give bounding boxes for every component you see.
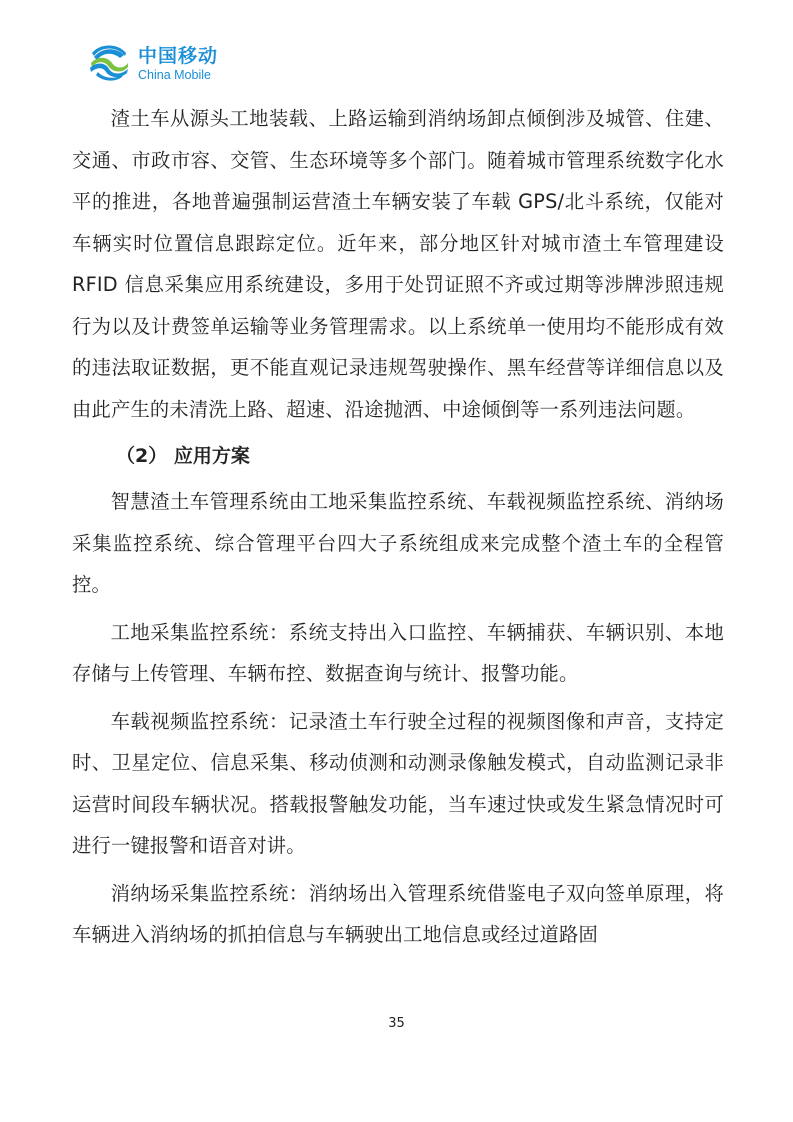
paragraph-vehicle-video: 车载视频监控系统：记录渣土车行驶全过程的视频图像和声音，支持定时、卫星定位、信息采集、移动侦测和动测录像触发模式，自动监测记录非运营时间段车辆状况。搭载报警触发功能，当车速过快或发生紧急情况时可进行一键报警和语音对讲。 (72, 709, 724, 857)
paragraph-disposal-site: 消纳场采集监控系统：消纳场出入管理系统借鉴电子双向签单原理，将车辆进入消纳场的抓拍信息与车辆驶出工地信息或经过道路固 (72, 881, 724, 946)
brand-name-en: China Mobile (138, 67, 211, 82)
paragraph-background: 渣土车从源头工地装载、上路运输到消纳场卸点倾倒涉及城管、住建、交通、市政市容、交管、生态环境等多个部门。随着城市管理系统数字化水平的推进，各地普遍强制运营渣土车辆安装了车载 GPS/北斗系统，仅能对车辆实时位置信息跟踪定位。近年来，部分地区针对城市渣土车管理建设 RFID 信息采集应用系统建设，多用于处罚证照不齐或过期等涉牌涉照违规行为以及计费签单运输等业务管理需求。以上系统单一使用均不能形成有效的违法取证数据，更不能直观记录违规驾驶操作、黑车经营等详细信息以及由此产生的未清洗上路、超速、沿途抛洒、中途倾倒等一系列违法问题。 (72, 107, 724, 421)
document-body (72, 98, 724, 956)
section-heading: （2） 应用方案 (116, 445, 250, 467)
page-header (86, 40, 218, 88)
paragraph-overview: 智慧渣土车管理系统由工地采集监控系统、车载视频监控系统、消纳场采集监控系统、综合管理平台四大子系统组成来完成整个渣土车的全程管控。 (72, 490, 724, 596)
brand-name-cn: 中国移动 (138, 44, 219, 67)
paragraph-site-monitoring: 工地采集监控系统：系统支持出入口监控、车辆捕获、车辆识别、本地存储与上传管理、车辆布控、数据查询与统计、报警功能。 (72, 620, 724, 685)
china-mobile-logo-icon (86, 41, 132, 87)
page-number: 35 (388, 1016, 405, 1031)
brand-logo (138, 44, 219, 82)
